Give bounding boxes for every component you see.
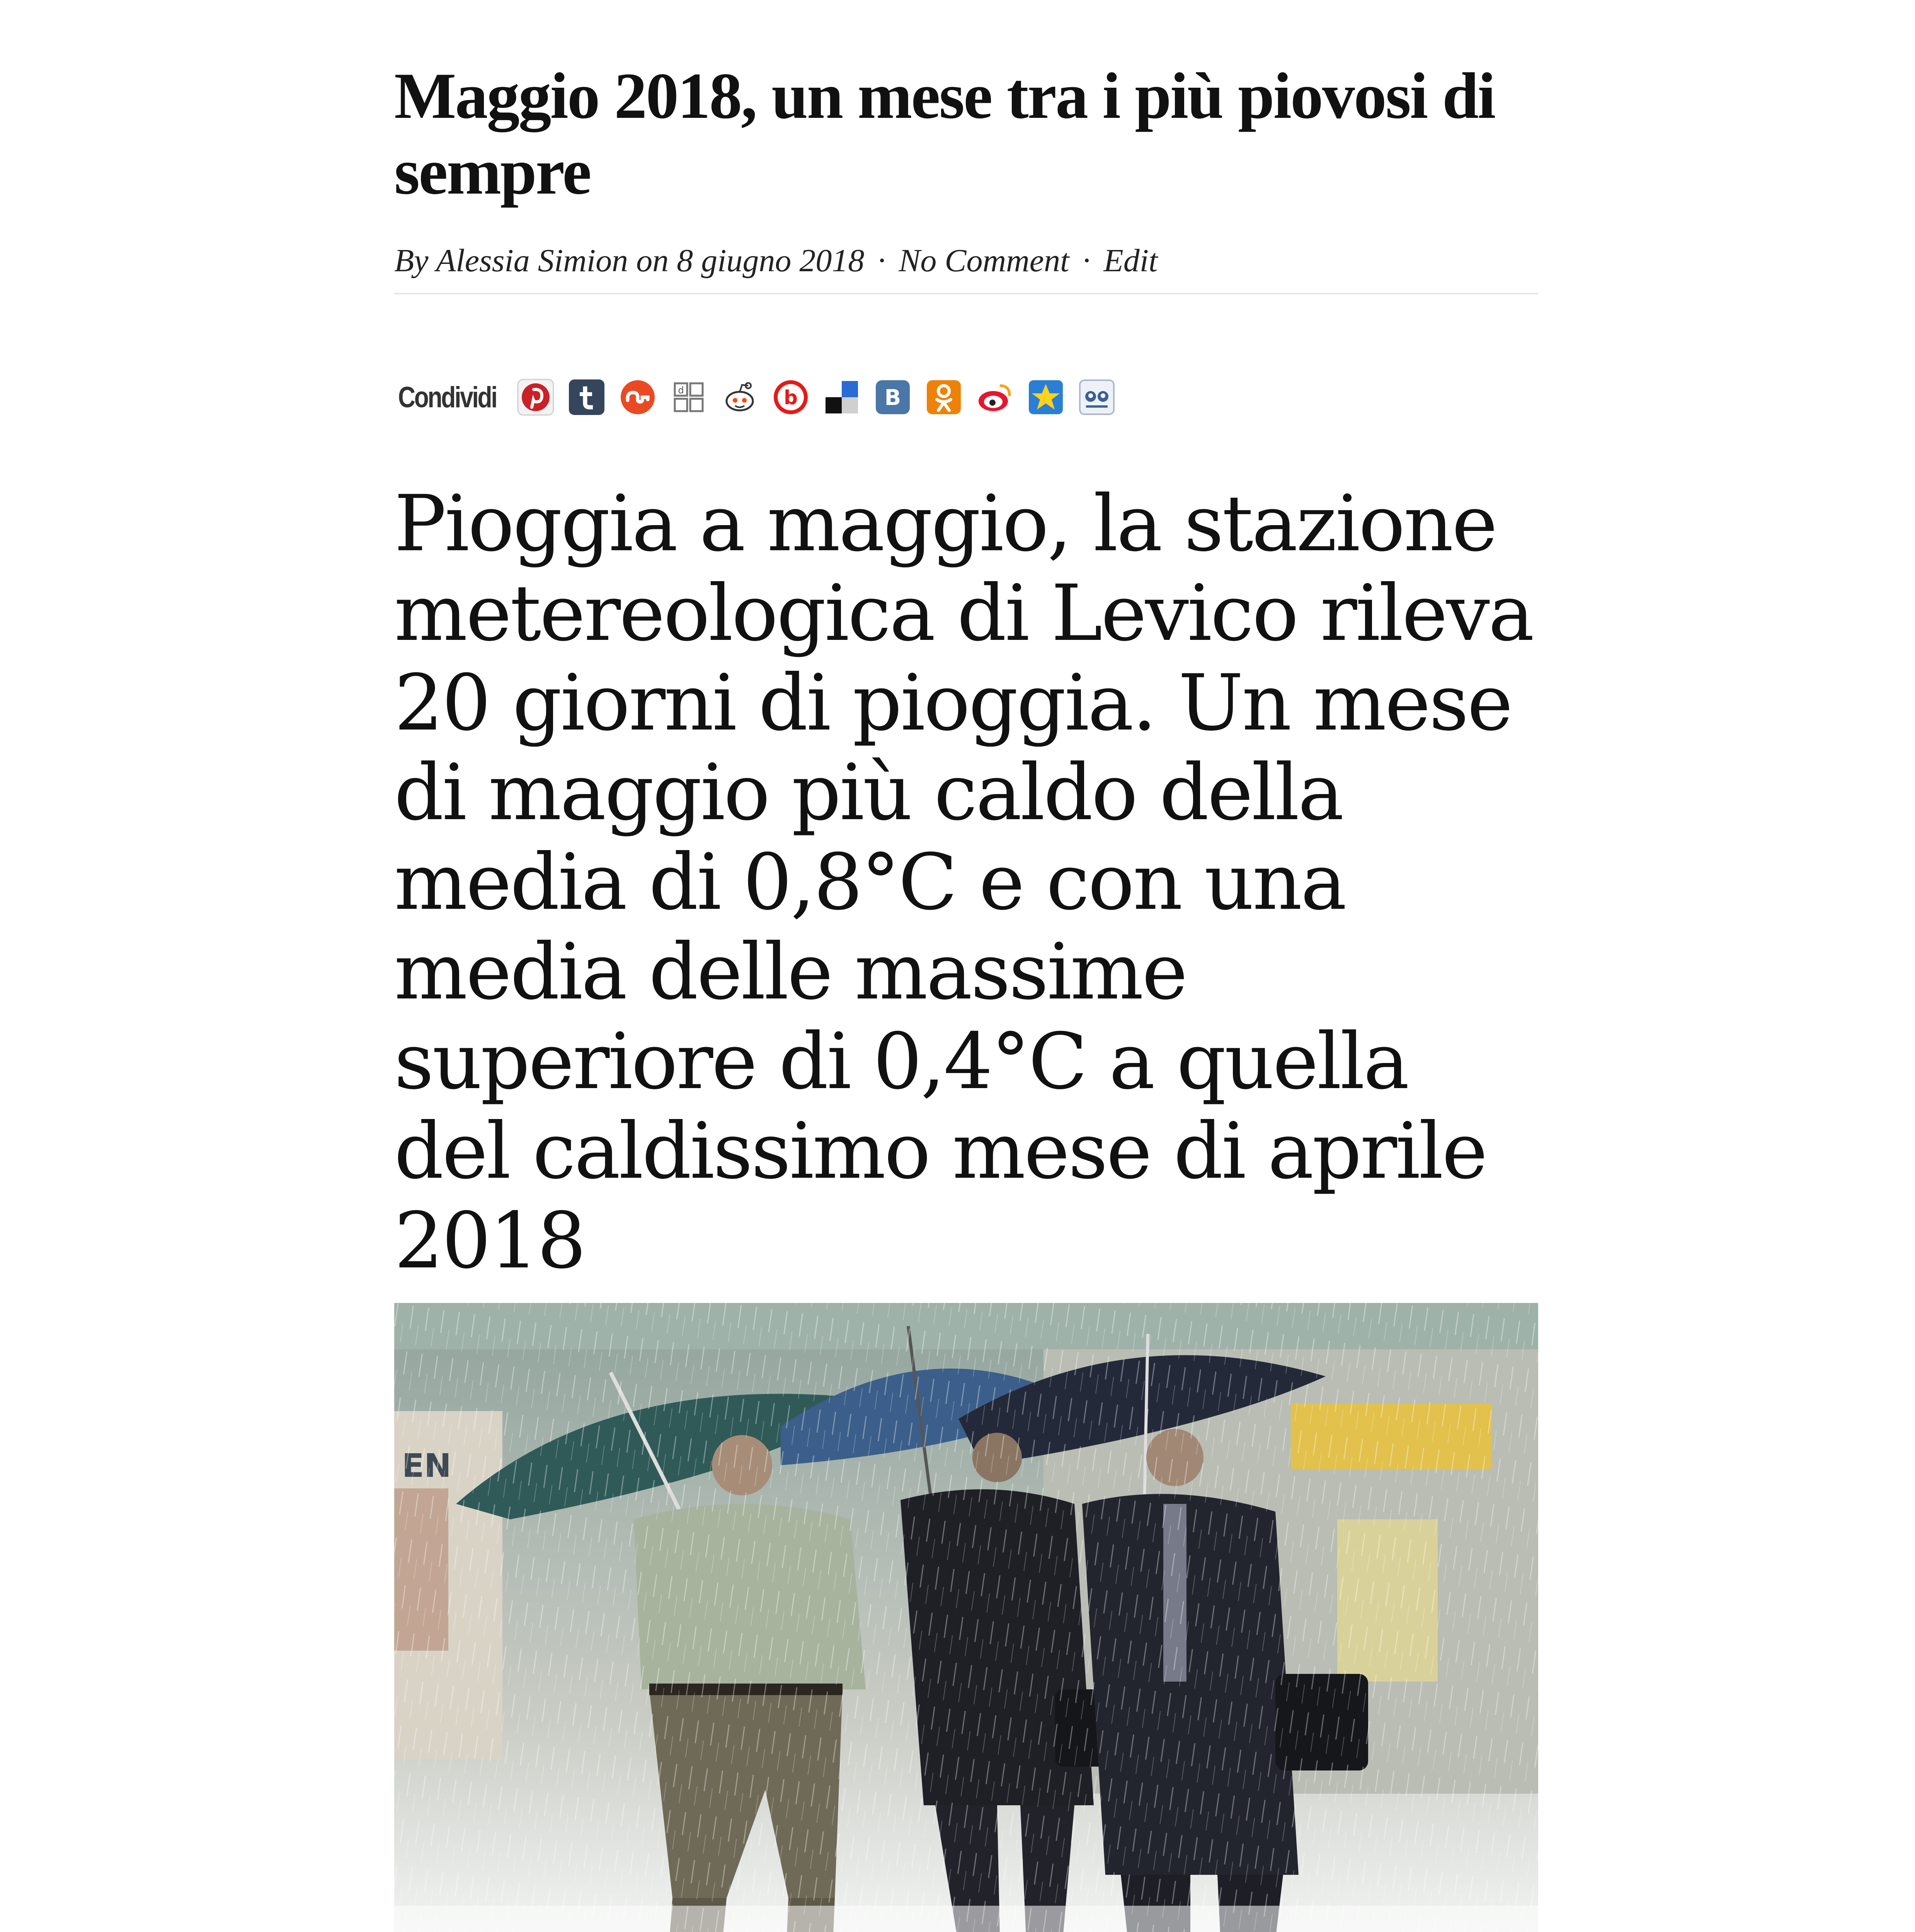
stumbleupon-icon[interactable] bbox=[618, 378, 657, 417]
share-label: Condividi bbox=[398, 381, 497, 414]
odnoklassniki-icon[interactable] bbox=[924, 378, 963, 417]
delicious-icon[interactable] bbox=[669, 378, 708, 417]
svg-text:B: B bbox=[884, 385, 901, 410]
svg-text:d: d bbox=[678, 385, 684, 396]
blogger-icon[interactable] bbox=[771, 378, 810, 417]
svg-text:b: b bbox=[784, 386, 798, 409]
weibo-icon[interactable] bbox=[975, 378, 1014, 417]
meta-divider bbox=[394, 293, 1538, 294]
meta-separator: · bbox=[877, 243, 886, 279]
vk-icon[interactable] bbox=[873, 378, 912, 417]
author-date: By Alessia Simion on 8 giugno 2018 bbox=[394, 243, 865, 279]
share-bar bbox=[398, 378, 1129, 417]
livejournal-icon[interactable] bbox=[1078, 378, 1116, 417]
meta-separator: · bbox=[1082, 243, 1091, 279]
pinterest-icon[interactable] bbox=[516, 378, 555, 417]
article-photo bbox=[394, 1303, 1538, 1932]
delicious-squares-icon[interactable] bbox=[822, 378, 861, 417]
favorites-star-icon[interactable] bbox=[1026, 378, 1065, 417]
tumblr-icon[interactable] bbox=[567, 378, 606, 417]
edit-link[interactable]: Edit bbox=[1103, 243, 1158, 279]
article-subheading: Pioggia a maggio, la stazione metereologica di Levico rileva 20 giorni di pioggia. Un mese di maggio più caldo della media di 0,8°C e con una media delle massime superiore di 0,4°C a quella del caldissimo mese di aprile 2018 bbox=[394, 479, 1533, 1286]
comments-link[interactable]: No Comment bbox=[899, 243, 1069, 279]
article-meta bbox=[394, 240, 1538, 282]
article-title: Maggio 2018, un mese tra i più piovosi di sempre bbox=[394, 60, 1495, 208]
reddit-icon[interactable] bbox=[720, 378, 759, 417]
